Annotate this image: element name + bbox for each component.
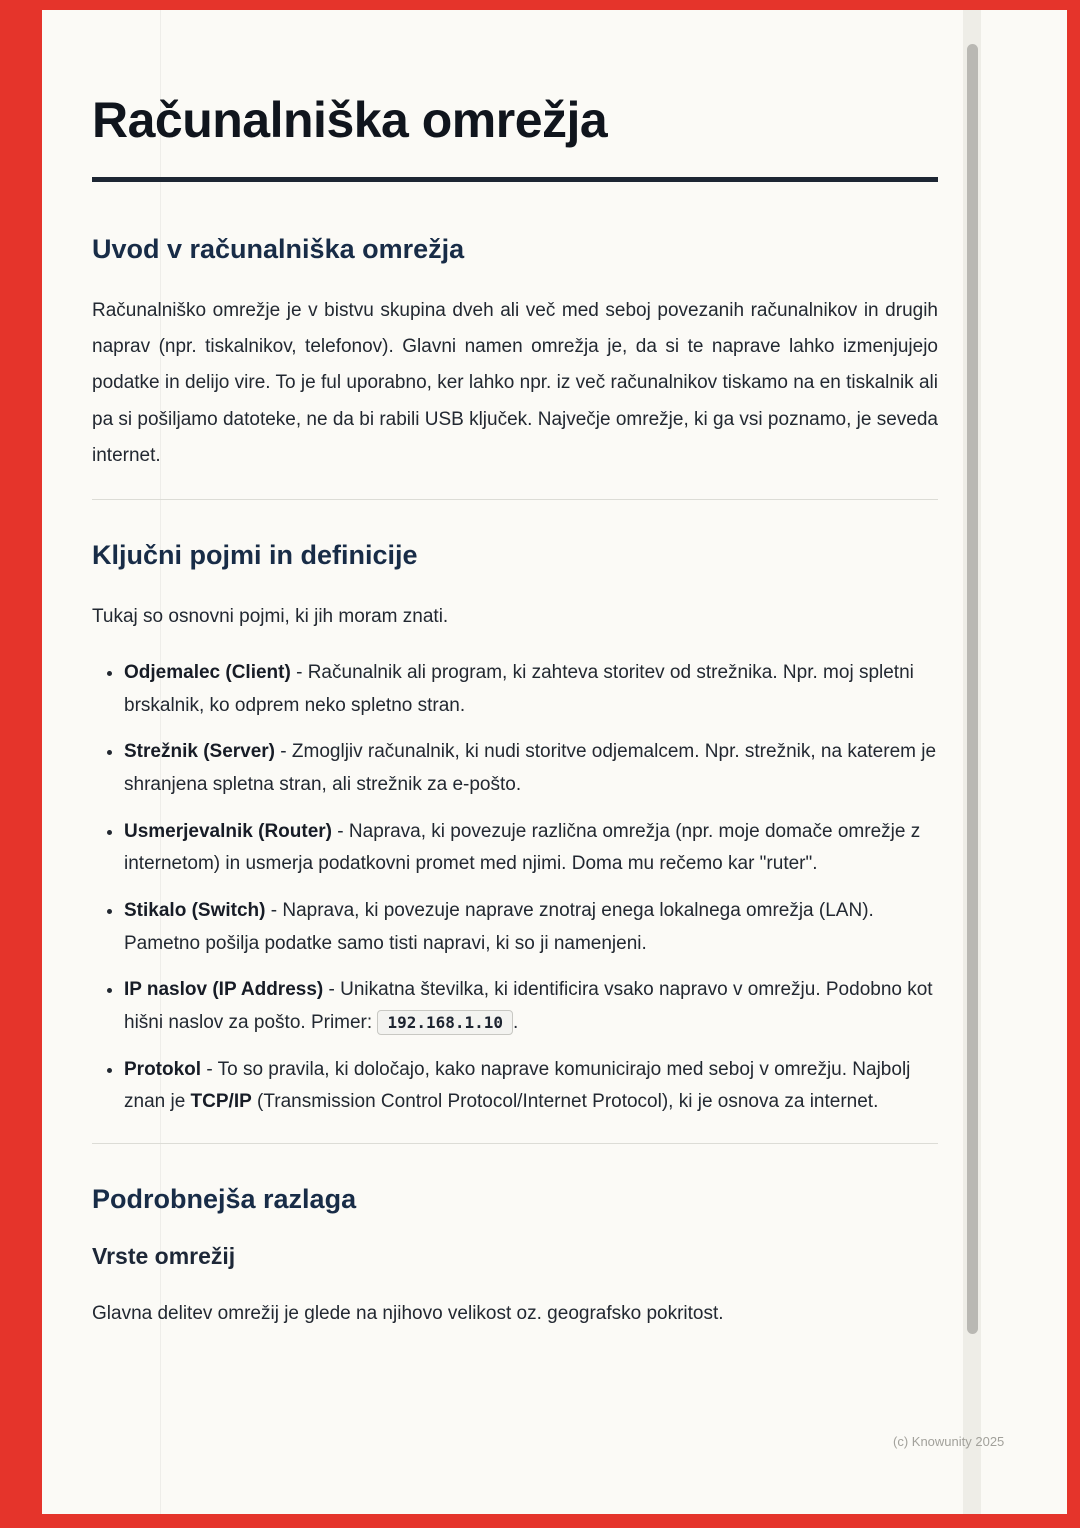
term-name: Usmerjevalnik (Router)	[124, 820, 333, 842]
term-name: IP naslov (IP Address)	[124, 979, 324, 1001]
term-item-switch	[124, 895, 938, 960]
document-page	[42, 10, 1067, 1514]
term-list	[92, 657, 938, 1119]
section-heading-details: Podrobnejša razlaga	[92, 1184, 357, 1215]
inline-code-ip-example: 192.168.1.10	[377, 1010, 513, 1035]
term-description: - Naprava, ki povezuje različna omrežja (npr. moje domače omrežje z internetom) in usmerja podatkovni promet med njimi. Doma mu rečemo kar "ruter".	[124, 820, 921, 875]
term-inline-bold-tcpip: TCP/IP	[190, 1091, 252, 1113]
term-item-protocol	[124, 1054, 938, 1119]
page-title: Računalniška omrežja	[92, 92, 608, 148]
term-description: - Zmogljiv računalnik, ki nudi storitve odjemalcem. Npr. strežnik, na katerem je shranjena spletna stran, ali strežnik za e-pošto.	[124, 741, 937, 796]
section-heading-intro: Uvod v računalniška omrežja	[92, 233, 465, 264]
intro-paragraph: Računalniško omrežje je v bistvu skupina dveh ali več med seboj povezanih računalnikov in drugih naprav (npr. tiskalnikov, telefonov). Glavni namen omrežja je, da si te naprave lahko izmenjujejo podatke in delijo vire. To je ful uporabno, ker lahko npr. iz več računalnikov tiskamo na en tiskalnik ali pa si pošiljamo datoteke, ne da bi rabili USB ključek. Največje omrežje, ki ga vsi poznamo, je seveda internet.	[92, 299, 938, 467]
section-divider	[92, 499, 938, 500]
term-item-router	[124, 816, 938, 881]
term-description: - Unikatna številka, ki identificira vsako napravo v omrežju. Podobno kot hišni naslov za pošto. Primer:	[124, 979, 933, 1034]
section-heading-terms: Ključni pojmi in definicije	[92, 539, 418, 570]
title-rule	[92, 177, 938, 182]
term-description: - To so pravila, ki določajo, kako naprave komunicirajo med seboj v omrežju. Najbolj znan je	[124, 1058, 911, 1113]
copyright-watermark: (c) Knowunity 2025	[893, 1434, 1005, 1449]
section-divider	[92, 1143, 938, 1144]
term-description-after: .	[513, 1012, 519, 1034]
term-item-client	[124, 657, 938, 722]
document-content	[92, 10, 938, 1354]
details-paragraph: Glavna delitev omrežij je glede na njihovo velikost oz. geografsko pokritost.	[92, 1302, 724, 1324]
subsection-heading-network-types: Vrste omrežij	[92, 1243, 236, 1270]
term-description: - Računalnik ali program, ki zahteva storitev od strežnika. Npr. moj spletni brskalnik, ko odprem neko spletno stran.	[124, 662, 914, 716]
term-name: Odjemalec (Client)	[124, 662, 291, 684]
term-name: Strežnik (Server)	[124, 741, 276, 763]
term-description: - Naprava, ki povezuje naprave znotraj enega lokalnega omrežja (LAN). Pametno pošilja podatke samo tisti napravi, ki so ji namenjeni.	[124, 900, 874, 954]
term-name: Protokol	[124, 1058, 202, 1080]
scrollbar-thumb[interactable]	[967, 44, 978, 1334]
term-description-after: (Transmission Control Protocol/Internet Protocol), ki je osnova za internet.	[251, 1091, 879, 1113]
term-item-server	[124, 736, 938, 801]
term-name: Stikalo (Switch)	[124, 900, 266, 922]
terms-intro-line: Tukaj so osnovni pojmi, ki jih moram znati.	[92, 605, 449, 627]
term-item-ip-address	[124, 974, 938, 1039]
